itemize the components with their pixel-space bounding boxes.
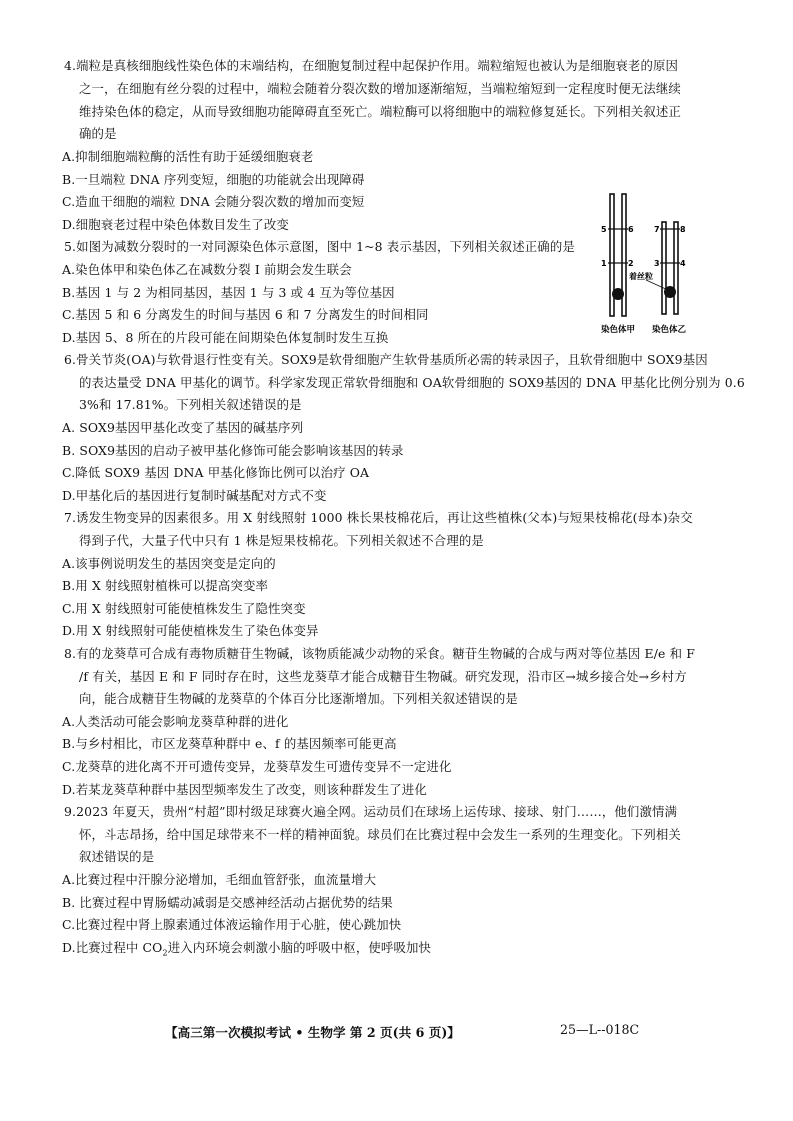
q4-option-d: D.细胞衰老过程中染色体数目发生了改变 <box>62 217 289 232</box>
q6-option-d: D.甲基化后的基因进行复制时碱基配对方式不变 <box>62 488 327 503</box>
q7-option-d: D.用 X 射线照射可能使植株发生了染色体变异 <box>62 623 319 638</box>
q6-stem-line-1: 6.骨关节炎(OA)与软骨退行性变有关。SOX9是软骨细胞产生软骨基质所必需的转录因子，且软骨细胞中 SOX9基因 <box>64 352 708 367</box>
q5-stem-line-1: 5.如图为减数分裂时的一对同源染色体示意图，图中 1~8 表示基因，下列相关叙述正确的是 <box>64 239 575 254</box>
gene-label-8: 8 <box>680 225 686 234</box>
chromosome-a <box>610 194 626 316</box>
q4-option-c: C.造血干细胞的端粒 DNA 会随分裂次数的增加而变短 <box>62 194 365 209</box>
q9-option-c: C.比赛过程中肾上腺素通过体液运输作用于心脏，使心跳加快 <box>62 917 402 932</box>
q4-stem-line-4: 确的是 <box>79 126 117 141</box>
chromosome-b-label: 染色体乙 <box>652 325 687 335</box>
q9-stem-line-1: 9.2023 年夏天，贵州“村超”即村级足球赛火遍全网。运动员们在球场上运传球、接球、射门……，他们激情满 <box>64 804 678 819</box>
q9-option-d <box>62 940 431 961</box>
q9-stem-line-3: 叙述错误的是 <box>79 849 155 864</box>
q8-stem-line-1: 8.有的龙葵草可合成有毒物质糖苷生物碱，该物质能减少动物的采食。糖苷生物碱的合成与两对等位基因 E/e 和 F <box>64 646 696 661</box>
q9-option-d-pre: D.比赛过程中 CO <box>62 940 163 955</box>
q7-option-a: A.该事例说明发生的基因突变是定向的 <box>62 556 276 571</box>
page-footer-title: 【高三第一次模拟考试 • 生物学 第 2 页(共 6 页)】 <box>165 1025 460 1040</box>
q6-stem-line-2: 的表达量受 DNA 甲基化的调节。科学家发现正常软骨细胞和 OA软骨细胞的 SOX9基因的 DNA 甲基化比例分别为 0.6 <box>79 375 745 390</box>
gene-label-4: 4 <box>680 259 686 268</box>
gene-label-6: 6 <box>628 225 634 234</box>
q4-option-a: A.抑制细胞端粒酶的活性有助于延缓细胞衰老 <box>62 149 314 164</box>
q8-stem-line-2: /f 有关，基因 E 和 F 同时存在时，这些龙葵草才能合成糖苷生物碱。研究发现，沿市区→城乡接合处→乡村方 <box>79 669 687 684</box>
homologous-chromosome-figure <box>600 190 710 338</box>
q4-stem-line-2: 之一，在细胞有丝分裂的过程中，端粒会随着分裂次数的增加逐渐缩短，当端粒缩短到一定程度时便无法继续 <box>79 81 681 96</box>
q7-stem-line-1: 7.诱发生物变异的因素很多。用 X 射线照射 1000 株长果枝棉花后，再让这些植株(父本)与短果枝棉花(母本)杂交 <box>64 510 693 525</box>
q9-option-d-subscript: 2 <box>162 948 168 958</box>
q9-option-d-post: 进入内环境会刺激小脑的呼吸中枢，使呼吸加快 <box>167 940 432 955</box>
q7-option-c: C.用 X 射线照射可能使植株发生了隐性突变 <box>62 601 306 616</box>
centromere-b <box>664 286 676 298</box>
page-footer-code: 25—L--018C <box>560 1022 640 1037</box>
q8-option-c: C.龙葵草的进化离不开可遗传变异，龙葵草发生可遗传变异不一定进化 <box>62 759 452 774</box>
gene-label-3: 3 <box>654 259 660 268</box>
chromosome-b <box>662 222 678 314</box>
centromere-label: 着丝粒 <box>629 272 653 281</box>
q5-option-d: D.基因 5、8 所在的片段可能在间期染色体复制时发生互换 <box>62 330 389 345</box>
q6-option-a: A. SOX9基因甲基化改变了基因的碱基序列 <box>62 420 304 435</box>
gene-label-5: 5 <box>601 225 607 234</box>
q9-option-b: B. 比赛过程中胃肠蠕动减弱是交感神经活动占据优势的结果 <box>62 895 393 910</box>
q5-option-b: B.基因 1 与 2 为相同基因，基因 1 与 3 或 4 互为等位基因 <box>62 285 395 300</box>
q4-stem-line-1: 4.端粒是真核细胞线性染色体的末端结构，在细胞复制过程中起保护作用。端粒缩短也被认为是细胞衰老的原因 <box>64 58 679 73</box>
q7-stem-line-2: 得到子代，大量子代中只有 1 株是短果枝棉花。下列相关叙述不合理的是 <box>79 533 484 548</box>
q8-stem-line-3: 向，能合成糖苷生物碱的龙葵草的个体百分比逐渐增加。下列相关叙述错误的是 <box>79 691 518 706</box>
chromosome-a-label: 染色体甲 <box>601 325 636 335</box>
q8-option-a: A.人类活动可能会影响龙葵草种群的进化 <box>62 714 289 729</box>
q4-stem-line-3: 维持染色体的稳定，从而导致细胞功能障碍直至死亡。端粒酶可以将细胞中的端粒修复延长。下列相关叙述正 <box>79 104 681 119</box>
q8-option-d: D.若某龙葵草种群中基因型频率发生了改变，则该种群发生了进化 <box>62 782 427 797</box>
gene-label-1: 1 <box>601 259 607 268</box>
q9-option-a: A.比赛过程中汗腺分泌增加，毛细血管舒张，血流量增大 <box>62 872 377 887</box>
q5-option-c: C.基因 5 和 6 分离发生的时间与基因 6 和 7 分离发生的时间相同 <box>62 307 429 322</box>
q6-option-b: B. SOX9基因的启动子被甲基化修饰可能会影响该基因的转录 <box>62 443 404 458</box>
q7-option-b: B.用 X 射线照射植株可以提高突变率 <box>62 578 269 593</box>
q6-option-c: C.降低 SOX9 基因 DNA 甲基化修饰比例可以治疗 OA <box>62 465 370 480</box>
q5-option-a: A.染色体甲和染色体乙在减数分裂 Ⅰ 前期会发生联会 <box>62 262 352 277</box>
centromere-a <box>612 288 624 300</box>
q6-stem-line-3: 3%和 17.81%。下列相关叙述错误的是 <box>79 397 302 412</box>
gene-label-2: 2 <box>628 259 634 268</box>
q8-option-b: B.与乡村相比，市区龙葵草种群中 e、f 的基因频率可能更高 <box>62 736 397 751</box>
gene-label-7: 7 <box>654 225 660 234</box>
q4-option-b: B.一旦端粒 DNA 序列变短，细胞的功能就会出现障碍 <box>62 172 365 187</box>
q9-stem-line-2: 怀，斗志昂扬，给中国足球带来不一样的精神面貌。球员们在比赛过程中会发生一系列的生理变化。下列相关 <box>79 827 681 842</box>
